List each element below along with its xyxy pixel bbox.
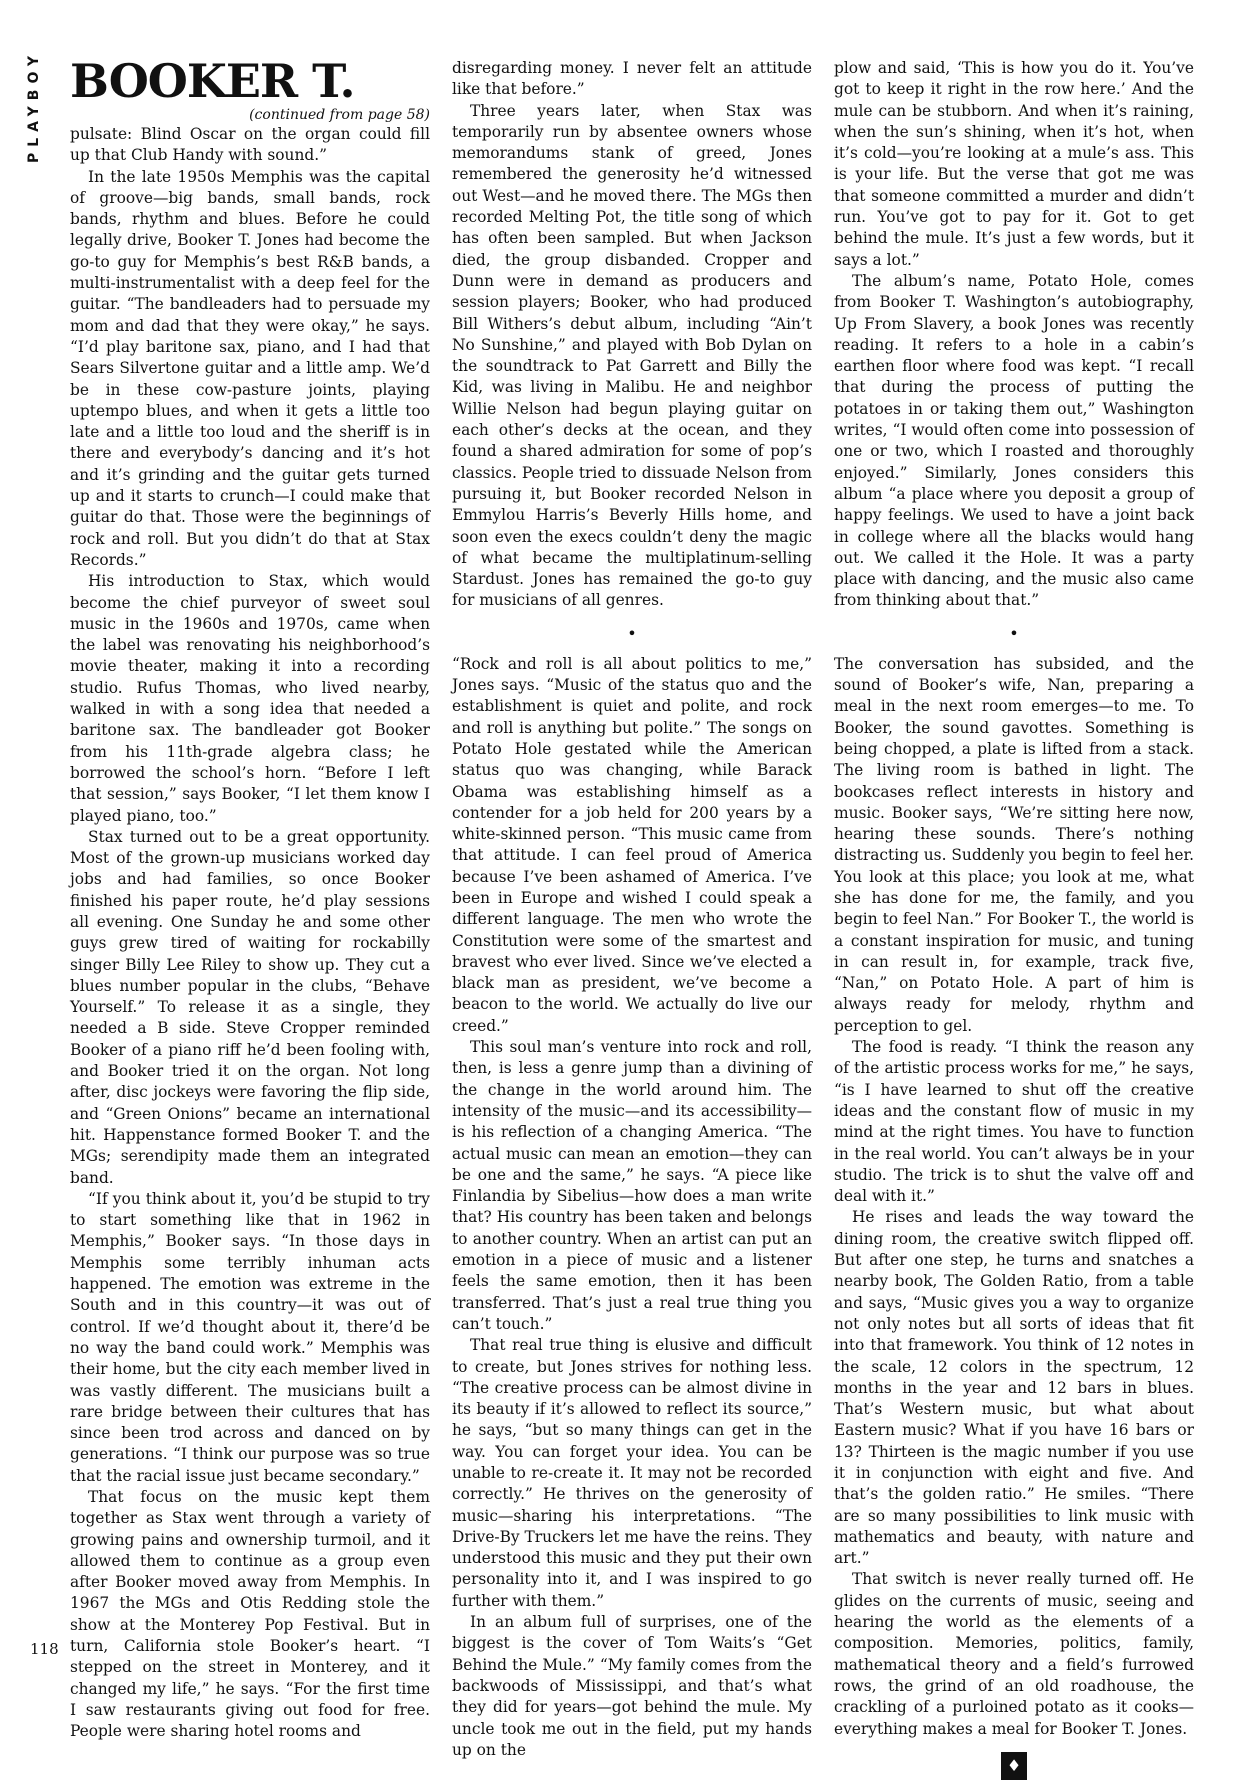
paragraph: This soul man’s venture into rock and roll, then, is less a genre jump than a divining of the change in the world around him. The intensity of the music—and its accessibility—is his reflection of a changing America. “The actual music can mean an emotion—they can be one and the same,” he says. “A piece like Finlandia by Sibelius—how does a man write that? His country has been taken and belongs to another country. When an artist can put an emotion in a piece of music and a listener feels the same emotion, then it has been transferred. That’s just a real true thing you can’t touch.” <box>452 1038 812 1333</box>
paragraph: The album’s name, Potato Hole, comes from Booker T. Washington’s autobiography, Up From Slavery, a book Jones was recently reading. It refers to a hole in a cabin’s earthen floor where food was kept. “I recall that during the process of putting the potatoes in or taking them out,” Washington writes, “I would often come into possession of one or two, which I roasted and thoroughly enjoyed.” Similarly, Jones considers this album “a place where you deposit a group of happy feelings. We used to have a joint back in college where all the blacks would hang out. We called it the Hole. It was a party place with dancing, and the music also came from thinking about that.” <box>834 271 1194 610</box>
section-divider: • <box>1009 623 1019 643</box>
article-title: BOOKER T. <box>70 54 355 108</box>
paragraph: That real true thing is elusive and difficult to create, but Jones strives for nothing less. “The creative process can be almost divine in its beauty if it’s allowed to reflect its source,” he says, “but so many things can get in the way. You can forget your idea. You can be unable to re-create it. It may not be recorded correctly.” He thrives on the generosity of music—sharing his interpretations. “The Drive-By Truckers let me have the reins. They understood this music and they put their own personality into it, and I was inspired to go further with them.” <box>452 1336 812 1610</box>
paragraph: That switch is never really turned off. He glides on the currents of music, seeing and hearing the world as the elements of a composition. Memories, politics, family, mathematical theory and a field’s furrowed rows, the grind of an old roadhouse, the crackling of a purloined potato as it cooks—everything makes a meal for Booker T. Jones. <box>834 1570 1194 1738</box>
continued-note: (continued from page 58) <box>249 107 430 123</box>
paragraph: The food is ready. “I think the reason any of the artistic process works for me,” he says, “is I have learned to shut off the creative ideas and the constant flow of music in my mind at the right times. You have to function in the real world. You can’t always be in your studio. The trick is to shut the valve off and deal with it.” <box>834 1038 1194 1206</box>
article-column-2 <box>452 58 812 1761</box>
paragraph: In the late 1950s Memphis was the capital of groove—big bands, small bands, rock bands, rhythm and blues. Before he could legally drive, Booker T. Jones had become the go-to guy for Memphis’s best R&B bands, a multi-instrumentalist with a deep feel for the guitar. “The bandleaders had to persuade my mom and dad that they were okay,” he says. “I’d play baritone sax, piano, and I had that Sears Silvertone guitar and a little amp. We’d be in these cow-pasture joints, playing uptempo blues, and when it gets a little too late and a little too loud and the sheriff is in there and everybody’s dancing and it’s hot and it’s grinding and the guitar gets turned up and it starts to crunch—I could make that guitar do that. Those were the beginnings of rock and roll. But you didn’t do that at Stax Records.” <box>70 167 430 569</box>
paragraph: His introduction to Stax, which would become the chief purveyor of sweet soul music in the 1960s and 1970s, came when the label was renovating his neighborhood’s movie theater, making it into a recording studio. Rufus Thomas, who lived nearby, walked in with a song idea that needed a baritone sax. The bandleader got Booker from his 11th-grade algebra class; he borrowed the school’s horn. “Before I left that session,” says Booker, “I let them know I played piano, too.” <box>70 572 430 825</box>
page-number: 118 <box>30 1640 59 1658</box>
paragraph: That focus on the music kept them together as Stax went through a variety of growing pains and ownership turmoil, and it allowed them to continue as a group even after Booker moved away from Memphis. In 1967 the MGs and Otis Redding stole the show at the Monterey Pop Festival. But in turn, California stole Booker’s heart. “I stepped on the street in Monterey, and it changed my life,” he says. “For the first time I saw restaurants giving out food for free. People were sharing hotel rooms and <box>70 1488 430 1741</box>
paragraph: plow and said, ‘This is how you do it. You’ve got to keep it right in the row here.’ And the mule can be stubborn. And when it’s raining, when the sun’s shining, when it’s hot, when it’s cold—you’re looking at a mule’s ass. This is your life. But the verse that got me was that someone committed a murder and didn’t run. You’ve got to pay for it. Got to get behind the mule. It’s just a few words, but it says a lot.” <box>834 59 1194 269</box>
paragraph: pulsate: Blind Oscar on the organ could fill up that Club Handy with sound.” <box>70 125 430 165</box>
paragraph: “If you think about it, you’d be stupid to try to start something like that in 1962 in Memphis,” Booker says. “In those days in Memphis some terribly inhuman acts happened. The emotion was extreme in the South and in this country—it was out of control. If we’d thought about it, there’d be no way the band could work.” Memphis was their home, but the city each member lived in was vastly different. The musicians built a rare bridge between their cultures that has since been trod across and danced on by generations. “I think our purpose was so true that the racial issue just became secondary.” <box>70 1189 430 1485</box>
magazine-sidebar-logo: PLAYBOY <box>26 50 42 164</box>
paragraph: “Rock and roll is all about politics to me,” Jones says. “Music of the status quo and the establishment is quiet and polite, and rock and roll is anything but polite.” The songs on Potato Hole gestated while the American status quo was changing, while Barack Obama was establishing himself as a contender for a job held for 200 years by a white-skinned person. “This music came from that attitude. I can feel proud of America because I’ve been ashamed of America. I’ve been in Europe and wished I could speak a different language. The men who wrote the Constitution were some of the smartest and bravest who ever lived. Since we’ve elected a black man as president, we’ve become a beacon to the world. We actually do live our creed.” <box>452 654 812 1035</box>
article-column-1 <box>70 54 430 1743</box>
paragraph: The conversation has subsided, and the sound of Booker’s wife, Nan, preparing a meal in the next room emerges—to me. To Booker, the sound gavottes. Something is being chopped, a plate is lifted from a stack. The living room is bathed in light. The bookcases reflect interests in history and music. Booker says, “We’re sitting here now, hearing these sounds. There’s nothing distracting us. Suddenly you begin to feel her. You look at this place; you look at me, what she has done for me, the family, and you begin to feel Nan.” For Booker T., the world is a constant inspiration for music, and tuning in can result in, for example, track five, “Nan,” on Potato Hole. A part of him is always ready for melody, rhythm and perception to gel. <box>834 654 1195 1035</box>
paragraph: disregarding money. I never felt an attitude like that before.” <box>452 59 812 99</box>
paragraph: Stax turned out to be a great opportunity. Most of the grown-up musicians worked day jobs and had families, so once Booker finished his paper route, he’d play sessions all evening. One Sunday he and some other guys grew tired of waiting for rockabilly singer Billy Lee Riley to show up. They cut a blues number popular in the clubs, “Behave Yourself.” To release it as a single, they needed a B side. Steve Cropper reminded Booker of a piano riff he’d been fooling with, and Booker tried it on the organ. Not long after, disc jockeys were favoring the flip side, and “Green Onions” became an international hit. Happenstance formed Booker T. and the MGs; serendipity made them an integrated band. <box>70 827 430 1187</box>
paragraph: He rises and leads the way toward the dining room, the creative switch flipped off. But after one step, he turns and snatches a nearby book, The Golden Ratio, from a table and says, “Music gives you a way to organize not only notes but all sorts of ideas that fit into that framework. You think of 12 notes in the scale, 12 colors in the spectrum, 12 months in the year and 12 bars in blues. That’s Western music, but what about Eastern music? What if you have 16 bars or 13? Thirteen is the magic number if you use it in conjunction with eight and five. And that’s the golden ratio.” He smiles. “There are so many possibilities to link music with mathematics and beauty, with nature and art.” <box>834 1208 1194 1568</box>
section-divider: • <box>627 623 637 643</box>
paragraph: Three years later, when Stax was temporarily run by absentee owners whose memorandums stank of greed, Jones remembered the generosity he’d witnessed out West—and he moved there. The MGs then recorded Melting Pot, the title song of which has often been sampled. But when Jackson died, the group disbanded. Cropper and Dunn were in demand as producers and session players; Booker, who had produced Bill Withers’s debut album, including “Ain’t No Sunshine,” and played with Bob Dylan on the soundtrack to Pat Garrett and Billy the Kid, was living in Malibu. He and neighbor Willie Nelson had begun playing guitar on each other’s decks at the ocean, and they found a shared admiration for some of pop’s classics. People tried to dissuade Nelson from pursuing it, but Booker recorded Nelson in Emmylou Harris’s Beverly Hills home, and soon even the execs couldn’t deny the magic of what became the multiplatinum-selling Stardust. Jones has remained the go-to guy for musicians of all genres. <box>452 101 812 610</box>
paragraph: In an album full of surprises, one of the biggest is the cover of Tom Waits’s “Get Behind the Mule.” “My family comes from the backwoods of Mississippi, and that’s what they did for years—got behind the mule. My uncle took me out in the field, put my hands up on the <box>452 1613 812 1759</box>
article-column-3 <box>834 58 1194 1780</box>
rabbit-head-end-icon: ♦ <box>1001 1752 1027 1780</box>
